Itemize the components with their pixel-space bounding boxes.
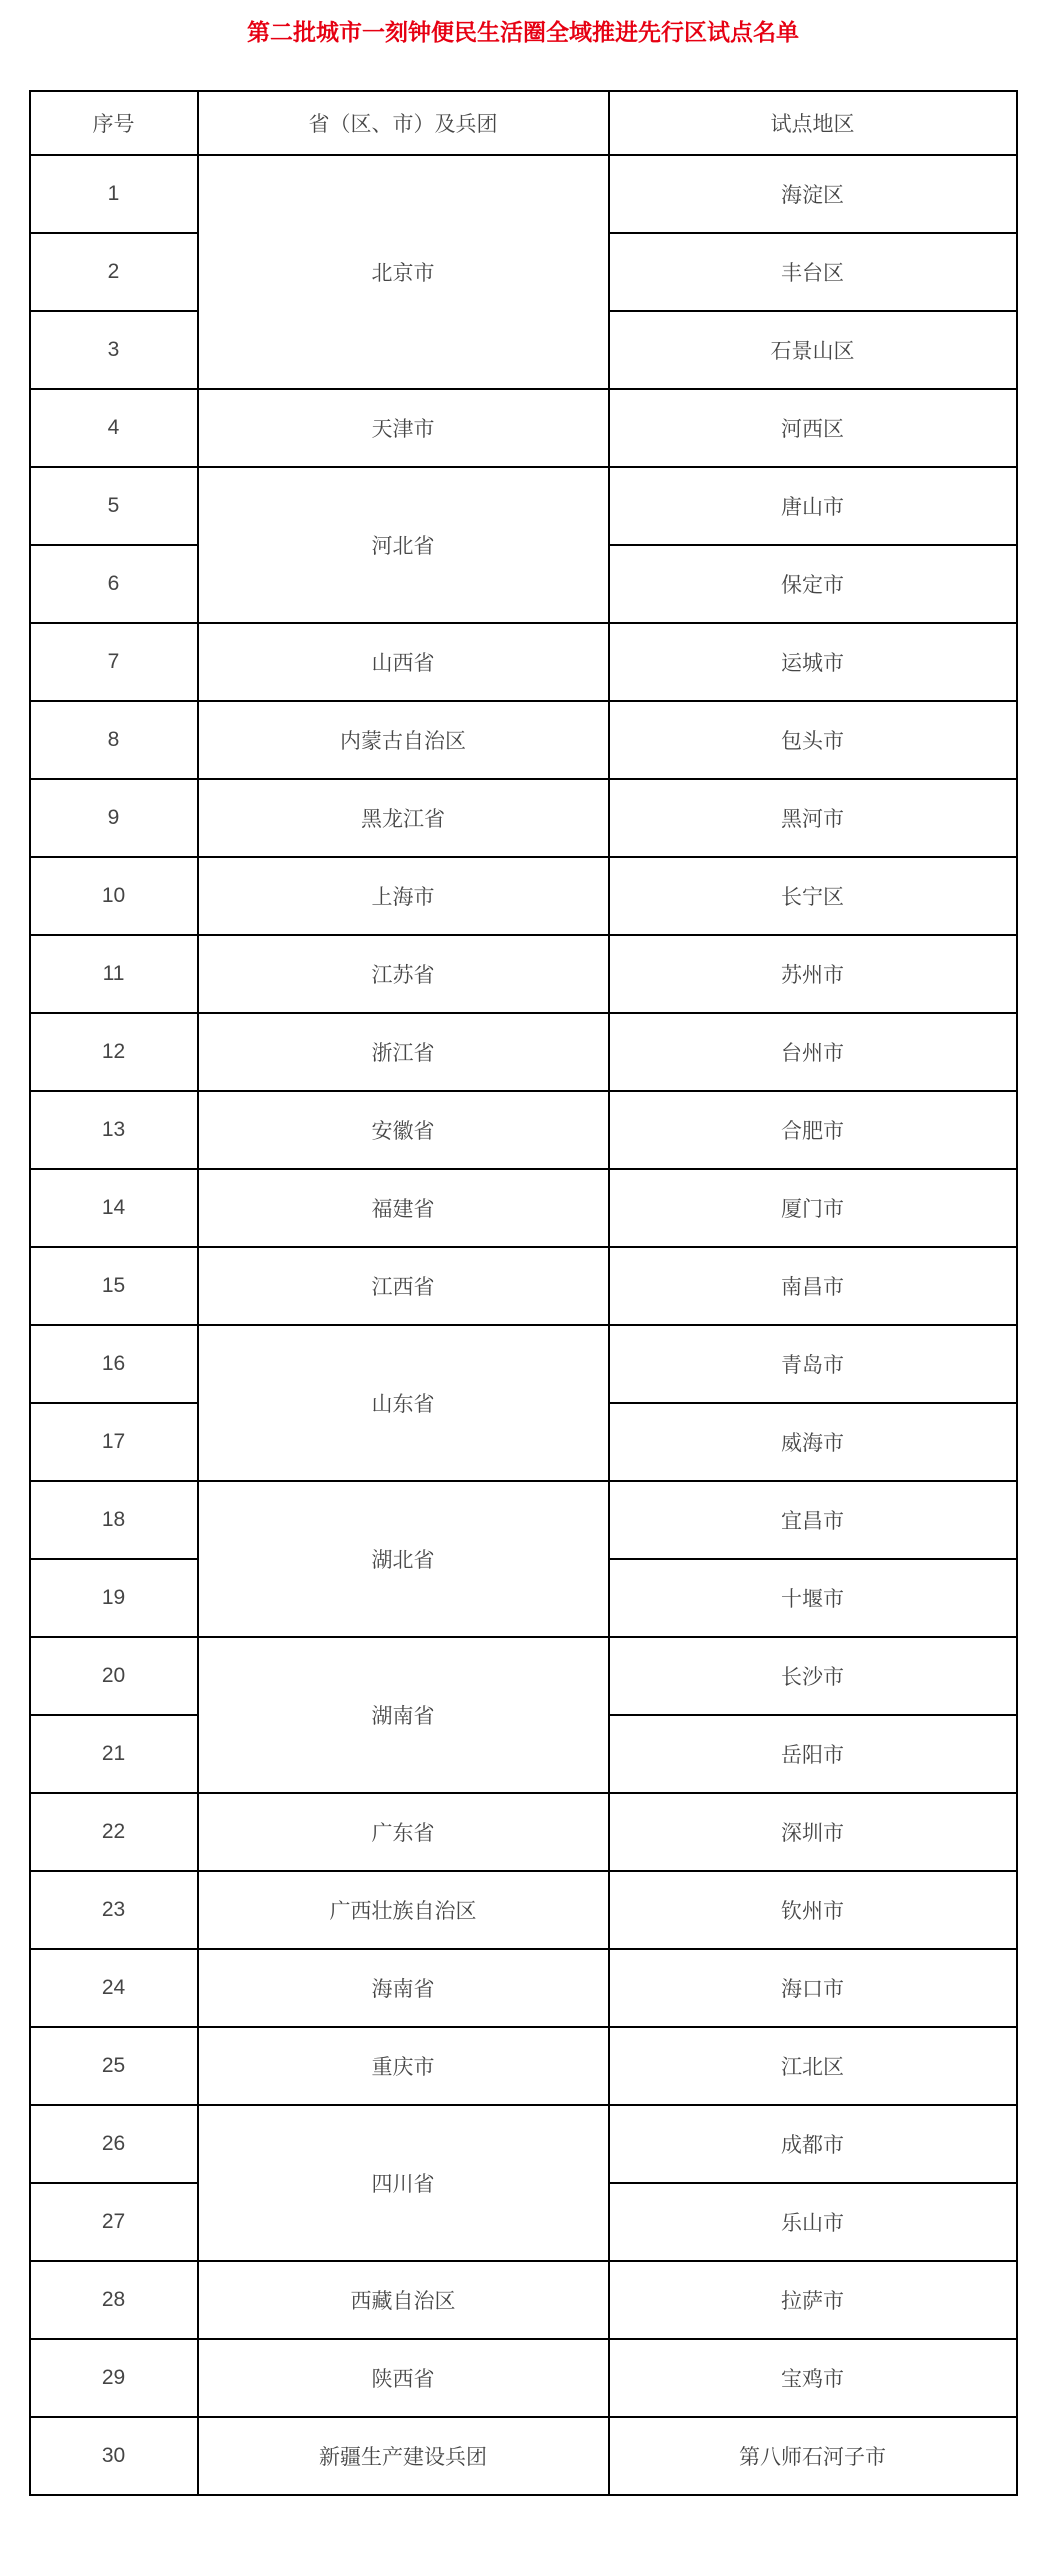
- province-cell: 内蒙古自治区: [198, 701, 609, 779]
- pilot-area-cell: 海淀区: [609, 155, 1017, 233]
- province-cell: 上海市: [198, 857, 609, 935]
- pilot-area-cell: 十堰市: [609, 1559, 1017, 1637]
- serial-number-cell: 1: [30, 155, 198, 233]
- province-cell: 山西省: [198, 623, 609, 701]
- serial-number-cell: 2: [30, 233, 198, 311]
- header-pilot-area: 试点地区: [609, 91, 1017, 155]
- province-cell: 安徽省: [198, 1091, 609, 1169]
- province-cell: 湖北省: [198, 1481, 609, 1637]
- serial-number-cell: 25: [30, 2027, 198, 2105]
- pilot-area-cell: 钦州市: [609, 1871, 1017, 1949]
- serial-number-cell: 17: [30, 1403, 198, 1481]
- province-cell: 四川省: [198, 2105, 609, 2261]
- province-cell: 新疆生产建设兵团: [198, 2417, 609, 2495]
- serial-number-cell: 19: [30, 1559, 198, 1637]
- table-row: [30, 1247, 1017, 1325]
- pilot-area-cell: 长宁区: [609, 857, 1017, 935]
- table-row: [30, 1481, 1017, 1559]
- table-row: [30, 779, 1017, 857]
- table-row: [30, 155, 1017, 233]
- table-row: [30, 1793, 1017, 1871]
- pilot-area-cell: 保定市: [609, 545, 1017, 623]
- table-row: [30, 389, 1017, 467]
- table-row: [30, 467, 1017, 545]
- province-cell: 天津市: [198, 389, 609, 467]
- serial-number-cell: 28: [30, 2261, 198, 2339]
- serial-number-cell: 12: [30, 1013, 198, 1091]
- table-row: [30, 1013, 1017, 1091]
- serial-number-cell: 10: [30, 857, 198, 935]
- province-cell: 广西壮族自治区: [198, 1871, 609, 1949]
- header-row: [30, 91, 1017, 155]
- table-row: [30, 2105, 1017, 2183]
- table-row: [30, 935, 1017, 1013]
- pilot-area-cell: 威海市: [609, 1403, 1017, 1481]
- serial-number-cell: 15: [30, 1247, 198, 1325]
- province-cell: 湖南省: [198, 1637, 609, 1793]
- serial-number-cell: 8: [30, 701, 198, 779]
- table-row: [30, 2417, 1017, 2495]
- header-province: 省（区、市）及兵团: [198, 91, 609, 155]
- serial-number-cell: 18: [30, 1481, 198, 1559]
- table-body: [30, 155, 1017, 2495]
- serial-number-cell: 21: [30, 1715, 198, 1793]
- pilot-area-cell: 宜昌市: [609, 1481, 1017, 1559]
- province-cell: 河北省: [198, 467, 609, 623]
- serial-number-cell: 3: [30, 311, 198, 389]
- table-row: [30, 2339, 1017, 2417]
- serial-number-cell: 5: [30, 467, 198, 545]
- pilot-area-cell: 岳阳市: [609, 1715, 1017, 1793]
- header-serial-number: 序号: [30, 91, 198, 155]
- page-title: 第二批城市一刻钟便民生活圈全域推进先行区试点名单: [247, 19, 799, 45]
- province-cell: 江西省: [198, 1247, 609, 1325]
- province-cell: 江苏省: [198, 935, 609, 1013]
- serial-number-cell: 14: [30, 1169, 198, 1247]
- table-row: [30, 2261, 1017, 2339]
- serial-number-cell: 11: [30, 935, 198, 1013]
- serial-number-cell: 23: [30, 1871, 198, 1949]
- serial-number-cell: 22: [30, 1793, 198, 1871]
- pilot-area-cell: 宝鸡市: [609, 2339, 1017, 2417]
- pilot-area-cell: 丰台区: [609, 233, 1017, 311]
- pilot-area-cell: 长沙市: [609, 1637, 1017, 1715]
- pilot-area-cell: 南昌市: [609, 1247, 1017, 1325]
- table-row: [30, 1949, 1017, 2027]
- pilot-area-cell: 苏州市: [609, 935, 1017, 1013]
- province-cell: 海南省: [198, 1949, 609, 2027]
- province-cell: 北京市: [198, 155, 609, 389]
- province-cell: 重庆市: [198, 2027, 609, 2105]
- pilot-area-cell: 乐山市: [609, 2183, 1017, 2261]
- pilot-area-cell: 河西区: [609, 389, 1017, 467]
- pilot-area-cell: 江北区: [609, 2027, 1017, 2105]
- serial-number-cell: 30: [30, 2417, 198, 2495]
- pilot-area-cell: 海口市: [609, 1949, 1017, 2027]
- pilot-area-cell: 运城市: [609, 623, 1017, 701]
- table-row: [30, 701, 1017, 779]
- table-row: [30, 1637, 1017, 1715]
- pilot-area-cell: 包头市: [609, 701, 1017, 779]
- pilot-area-cell: 石景山区: [609, 311, 1017, 389]
- serial-number-cell: 9: [30, 779, 198, 857]
- serial-number-cell: 20: [30, 1637, 198, 1715]
- pilot-area-cell: 合肥市: [609, 1091, 1017, 1169]
- table-header: [30, 91, 1017, 155]
- table-row: [30, 1091, 1017, 1169]
- table-row: [30, 2027, 1017, 2105]
- pilot-area-cell: 青岛市: [609, 1325, 1017, 1403]
- pilot-area-cell: 深圳市: [609, 1793, 1017, 1871]
- pilot-area-cell: 唐山市: [609, 467, 1017, 545]
- pilot-area-cell: 台州市: [609, 1013, 1017, 1091]
- serial-number-cell: 6: [30, 545, 198, 623]
- serial-number-cell: 27: [30, 2183, 198, 2261]
- pilot-area-cell: 拉萨市: [609, 2261, 1017, 2339]
- table-row: [30, 1325, 1017, 1403]
- table-row: [30, 1871, 1017, 1949]
- pilot-area-cell: 第八师石河子市: [609, 2417, 1017, 2495]
- pilot-table: [29, 90, 1018, 2496]
- province-cell: 福建省: [198, 1169, 609, 1247]
- province-cell: 广东省: [198, 1793, 609, 1871]
- serial-number-cell: 16: [30, 1325, 198, 1403]
- province-cell: 山东省: [198, 1325, 609, 1481]
- serial-number-cell: 7: [30, 623, 198, 701]
- province-cell: 西藏自治区: [198, 2261, 609, 2339]
- table-row: [30, 857, 1017, 935]
- serial-number-cell: 29: [30, 2339, 198, 2417]
- table-row: [30, 623, 1017, 701]
- pilot-area-cell: 黑河市: [609, 779, 1017, 857]
- pilot-area-cell: 成都市: [609, 2105, 1017, 2183]
- province-cell: 陕西省: [198, 2339, 609, 2417]
- pilot-area-cell: 厦门市: [609, 1169, 1017, 1247]
- serial-number-cell: 26: [30, 2105, 198, 2183]
- province-cell: 浙江省: [198, 1013, 609, 1091]
- province-cell: 黑龙江省: [198, 779, 609, 857]
- table-row: [30, 1169, 1017, 1247]
- serial-number-cell: 4: [30, 389, 198, 467]
- serial-number-cell: 13: [30, 1091, 198, 1169]
- serial-number-cell: 24: [30, 1949, 198, 2027]
